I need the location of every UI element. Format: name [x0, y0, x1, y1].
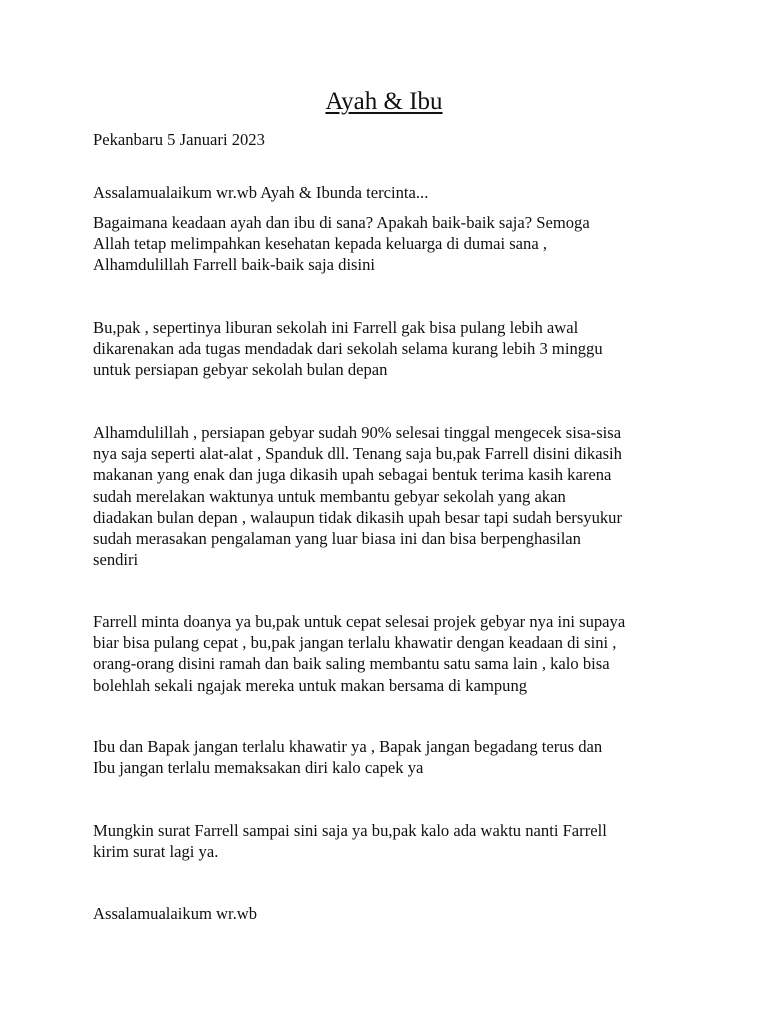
paragraph-line: bolehlah sekali ngajak mereka untuk makan bersama di kampung [93, 675, 528, 695]
paragraph-line: sudah merasakan pengalaman yang luar biasa ini dan bisa berpenghasilan [93, 529, 581, 549]
letter-title: Ayah & Ibu [325, 88, 443, 115]
paragraph-line: untuk persiapan gebyar sekolah bulan depan [93, 360, 388, 380]
paragraph-line: Allah tetap melimpahkan kesehatan kepada keluarga di dumai sana , [93, 234, 548, 254]
paragraph-line: Bagaimana keadaan ayah dan ibu di sana? Apakah baik-baik saja? Semoga [93, 213, 590, 232]
letter-greeting: Assalamualaikum wr.wb Ayah & Ibunda tercinta... [93, 183, 429, 202]
paragraph-line: dikarenakan ada tugas mendadak dari sekolah selama kurang lebih 3 minggu [93, 339, 603, 359]
paragraph-line: Ibu jangan terlalu memaksakan diri kalo capek ya [93, 758, 424, 778]
paragraph-line: sendiri [93, 550, 139, 570]
paragraph-line: orang-orang disini ramah dan baik saling membantu satu sama lain , kalo bisa [93, 654, 610, 674]
paragraph-line: nya saja seperti alat-alat , Spanduk dll. Tenang saja bu,pak Farrell disini dikasih [93, 444, 622, 464]
letter-date: Pekanbaru 5 Januari 2023 [93, 130, 265, 149]
paragraph-2 [93, 317, 693, 381]
paragraph-5 [93, 736, 693, 778]
paragraph-line: diadakan bulan depan , walaupun tidak dikasih upah besar tapi sudah bersyukur [93, 507, 623, 527]
paragraph-6 [93, 820, 693, 862]
paragraph-line: sudah merelakan waktunya untuk membantu gebyar sekolah yang akan [93, 486, 566, 506]
paragraph-line: Farrell minta doanya ya bu,pak untuk cepat selesai projek gebyar nya ini supaya [93, 612, 626, 631]
paragraph-line: makanan yang enak dan juga dikasih upah sebagai bentuk terima kasih karena [93, 465, 612, 485]
paragraph-line: Mungkin surat Farrell sampai sini saja ya bu,pak kalo ada waktu nanti Farrell [93, 821, 607, 840]
paragraph-1 [93, 212, 693, 276]
paragraph-line: kirim surat lagi ya. [93, 842, 219, 862]
paragraph-line: Ibu dan Bapak jangan terlalu khawatir ya , Bapak jangan begadang terus dan [93, 737, 603, 756]
paragraph-line: Bu,pak , sepertinya liburan sekolah ini Farrell gak bisa pulang lebih awal [93, 318, 579, 337]
letter-closing: Assalamualaikum wr.wb [93, 904, 258, 923]
paragraph-line: Alhamdulillah , persiapan gebyar sudah 90% selesai tinggal mengecek sisa-sisa [93, 423, 622, 442]
paragraph-4 [93, 611, 693, 696]
paragraph-line: biar bisa pulang cepat , bu,pak jangan terlalu khawatir dengan keadaan di sini , [93, 633, 617, 653]
paragraph-3 [93, 422, 693, 570]
paragraph-line: Alhamdulillah Farrell baik-baik saja disini [93, 255, 376, 275]
